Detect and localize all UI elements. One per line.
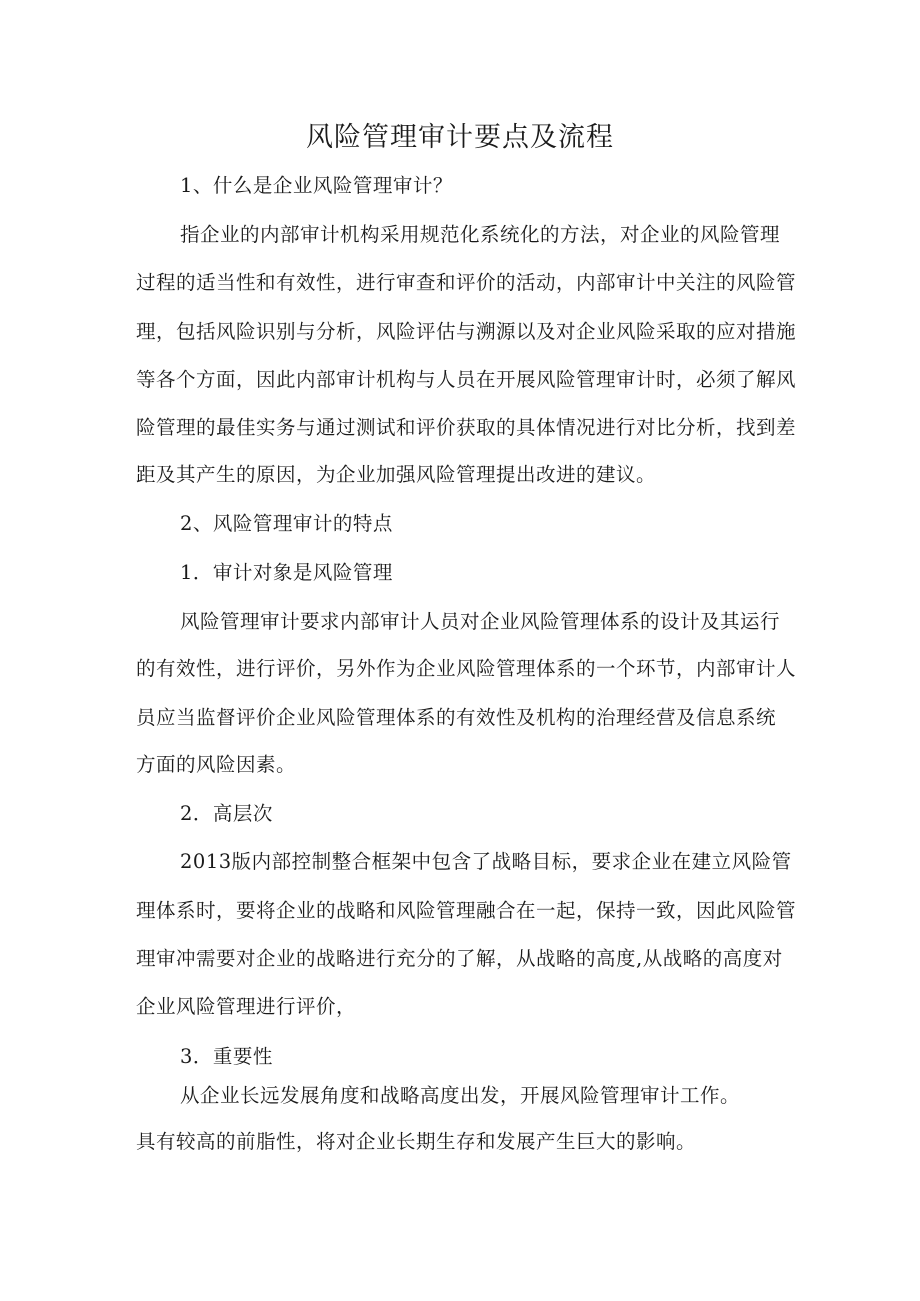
subsection-heading-3: 3．重要性 — [180, 1045, 273, 1068]
paragraph-line: 具有较高的前脂性，将对企业长期生存和发展产生巨大的影响。 — [136, 1130, 697, 1153]
section-heading-1: 1、什么是企业风险管理审计？ — [180, 174, 453, 197]
paragraph-line: 企业风险管理进行评价， — [136, 995, 357, 1018]
paragraph-line: 的有效性，进行评价，另外作为企业风险管理体系的一个环节，内部审计人 — [136, 657, 797, 680]
paragraph-line: 等各个方面，因此内部审计机构与人员在开展风险管理审计时，必须了解风 — [136, 368, 797, 391]
paragraph-line: 从企业长远发展角度和战略高度出发，开展风险管理审计工作。 — [180, 1084, 741, 1107]
paragraph-line: 指企业的内部审计机构采用规范化系统化的方法，对企业的风险管理 — [180, 223, 781, 246]
paragraph-line: 2013版内部控制整合框架中包含了战略目标，要求企业在建立风险管 — [180, 850, 792, 873]
subsection-heading-1: 1．审计对象是风险管理 — [180, 561, 393, 584]
section-heading-2: 2、风险管理审计的特点 — [180, 512, 393, 535]
paragraph-line: 过程的适当性和有效性，进行审查和评价的活动，内部审计中关注的风险管 — [136, 271, 797, 294]
paragraph-line: 风险管理审计要求内部审计人员对企业风险管理体系的设计及其运行 — [180, 610, 781, 633]
paragraph-line: 理审冲需要对企业的战略进行充分的了解，从战略的高度,从战略的高度对 — [136, 947, 783, 970]
paragraph-line: 员应当监督评价企业风险管理体系的有效性及机构的治理经营及信息系统 — [136, 706, 777, 729]
document-title: 风险管理审计要点及流程 — [306, 122, 614, 153]
paragraph-line: 理体系时，要将企业的战略和风险管理融合在一起，保持一致，因此风险管 — [136, 899, 797, 922]
paragraph-line: 距及其产生的原因，为企业加强风险管理提出改进的建议。 — [136, 463, 657, 486]
paragraph-line: 方面的风险因素。 — [136, 753, 297, 776]
paragraph-line: 险管理的最佳实务与通过测试和评价获取的具体情况进行对比分析，找到差 — [136, 416, 797, 439]
paragraph-line: 理，包括风险识别与分析，风险评估与溯源以及对企业风险采取的应对措施 — [136, 320, 797, 343]
subsection-heading-2: 2．高层次 — [180, 802, 273, 825]
